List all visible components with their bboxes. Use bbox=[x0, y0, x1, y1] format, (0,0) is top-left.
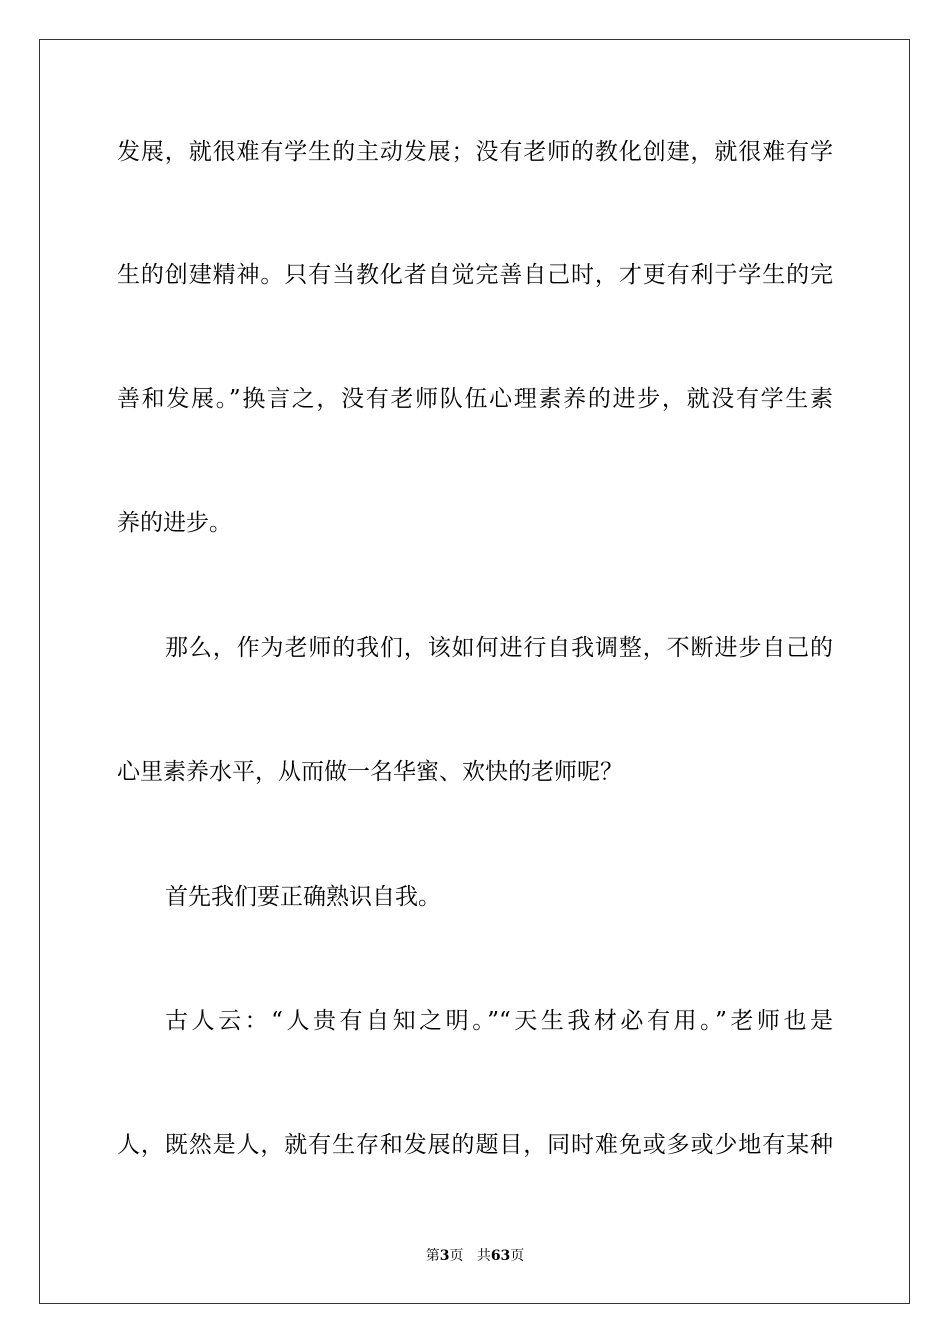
text-line: 人，既然是人，就有生存和发展的题目，同时难免或多或少地有某种 bbox=[117, 1132, 833, 1158]
text-line: 心里素养水平，从而做一名华蜜、欢快的老师呢？ bbox=[117, 759, 623, 785]
total-prefix: 共 bbox=[476, 1248, 491, 1264]
text-line: 养的进步。 bbox=[117, 510, 232, 536]
text-line: 善和发展。”换言之，没有老师队伍心理素养的进步，就没有学生素 bbox=[117, 386, 833, 412]
paragraph-start-line: 古人云：“人贵有自知之明。”“天生我材必有用。”老师也是 bbox=[165, 1008, 833, 1034]
page-number: 3 bbox=[439, 1248, 450, 1264]
text-line: 生的创建精神。只有当教化者自觉完善自己时，才更有利于学生的完 bbox=[117, 262, 833, 288]
page-prefix: 第 bbox=[425, 1248, 440, 1264]
text-line: 发展，就很难有学生的主动发展；没有老师的教化创建，就很难有学 bbox=[117, 139, 833, 165]
total-pages: 63 bbox=[490, 1248, 511, 1264]
page-suffix: 页 bbox=[449, 1248, 464, 1264]
paragraph-start-line: 首先我们要正确熟识自我。 bbox=[165, 884, 441, 910]
paragraph-start-line: 那么，作为老师的我们，该如何进行自我调整，不断进步自己的 bbox=[165, 635, 833, 661]
page-border bbox=[39, 39, 910, 1304]
page-footer bbox=[0, 1247, 950, 1265]
total-suffix: 页 bbox=[510, 1248, 525, 1264]
